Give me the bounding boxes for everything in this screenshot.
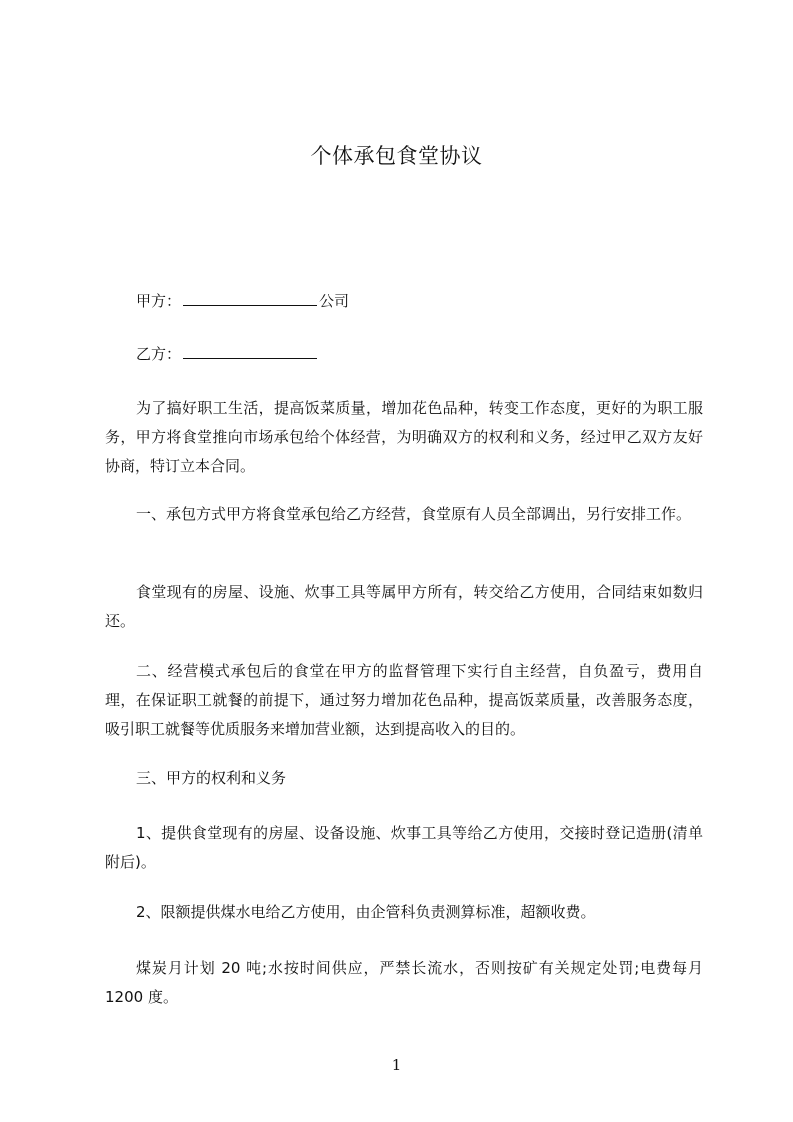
party-a-suffix: 公司 — [319, 292, 350, 310]
section-1-sub-paragraph: 食堂现有的房屋、设施、炊事工具等属甲方所有，转交给乙方使用，合同结束如数归还。 — [105, 583, 703, 630]
intro-paragraph: 为了搞好职工生活，提高饭菜质量，增加花色品种，转变工作态度，更好的为职工服务，甲方将食堂推向市场承包给个体经营，为明确双方的权利和义务，经过甲乙双方友好协商，特订立本合同。 — [105, 399, 703, 475]
section-3-heading: 三、甲方的权利和义务 — [136, 769, 287, 787]
item-2-paragraph: 2、限额提供煤水电给乙方使用，由企管科负责测算标准，超额收费。 — [136, 903, 596, 921]
party-a-blank — [183, 289, 317, 306]
party-a-line — [105, 287, 703, 316]
item-1-paragraph: 1、提供食堂现有的房屋、设备设施、炊事工具等给乙方使用，交接时登记造册(清单附后)。 — [105, 824, 703, 871]
section-2-paragraph: 二、经营模式承包后的食堂在甲方的监督管理下实行自主经营，自负盈亏，费用自理，在保证职工就餐的前提下，通过努力增加花色品种，提高饭菜质量，改善服务态度，吸引职工就餐等优质服务来增加营业额，达到提高收入的目的。 — [105, 662, 703, 738]
party-b-line — [105, 340, 703, 369]
party-b-blank — [183, 342, 317, 359]
party-b-label: 乙方： — [136, 345, 182, 363]
document-title: 个体承包食堂协议 — [310, 144, 483, 168]
item-2-detail-paragraph: 煤炭月计划 20 吨;水按时间供应，严禁长流水，否则按矿有关规定处罚;电费每月1200 度。 — [105, 959, 703, 1006]
party-a-label: 甲方： — [136, 292, 182, 310]
section-1-paragraph: 一、承包方式甲方将食堂承包给乙方经营，食堂原有人员全部调出，另行安排工作。 — [136, 505, 692, 523]
page-number: 1 — [391, 1056, 402, 1074]
